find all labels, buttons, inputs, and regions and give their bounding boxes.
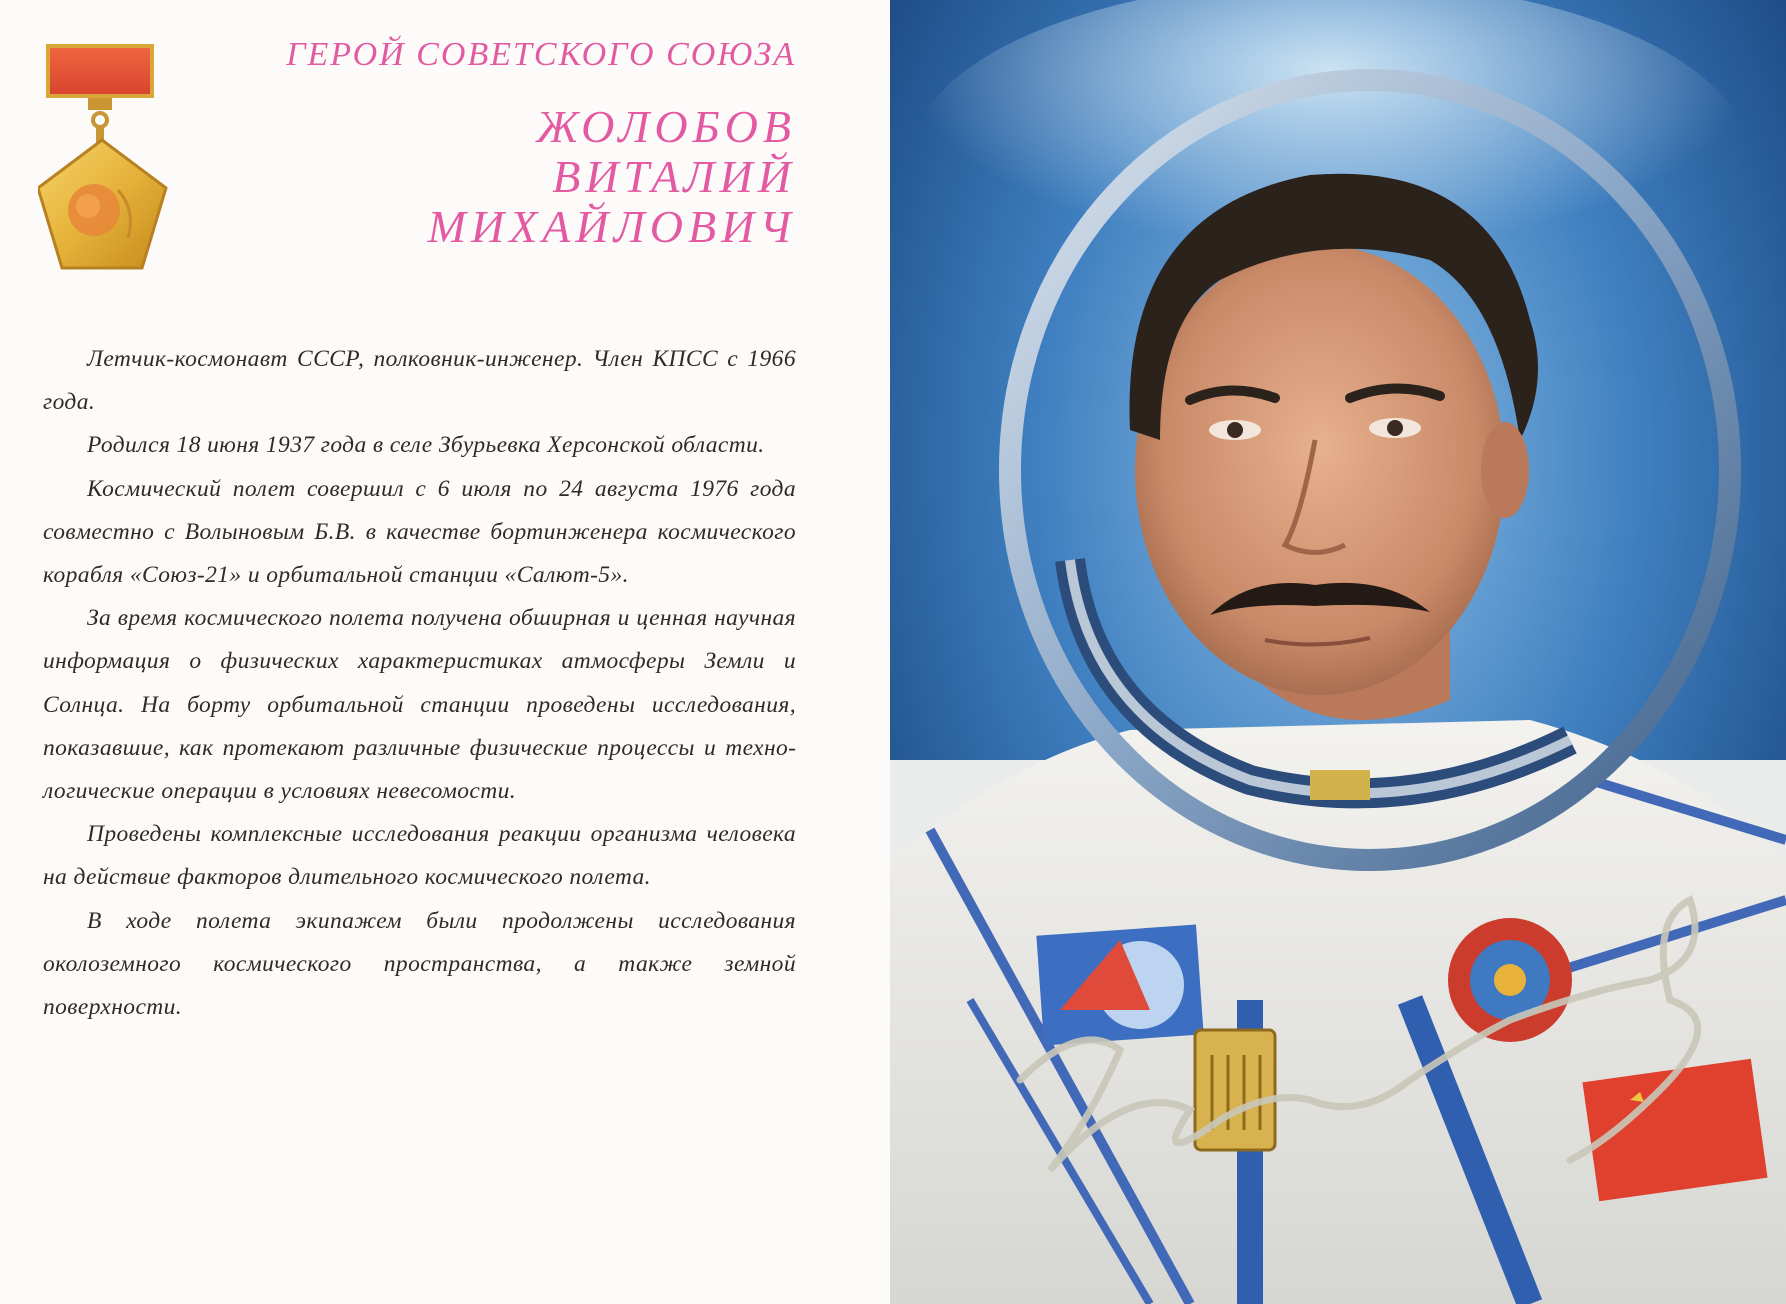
- medal-icon: [38, 40, 178, 280]
- surname: ЖОЛОБОВ: [536, 101, 796, 152]
- bio-paragraph: В ходе полета экипажем были продолжены исследования околоземного космического пространства, а также земной поверхности.: [43, 907, 796, 1021]
- bio-paragraph: Космический полет совершил с 6 июля по 24 августа 1976 года совместно с Волыновым Б.В. в качестве бортинженера космического корабля «Союз-21» и орбитальной станции «Салют-5».: [43, 475, 796, 589]
- first-name: ВИТАЛИЙ: [552, 151, 796, 202]
- bio-paragraph: Родился 18 июня 1937 года в селе Збурьевка Херсонской области.: [87, 432, 765, 459]
- cosmonaut-patch-icon: [1036, 925, 1203, 1046]
- text-panel: [0, 0, 890, 1304]
- cosmonaut-name: [300, 102, 796, 252]
- biography: [43, 338, 796, 1029]
- patronymic: МИХАЙЛОВИЧ: [427, 201, 796, 252]
- bio-paragraph: Проведены комплексные исследования реакции организма человека на действие факторов длительного космического полета.: [43, 821, 796, 891]
- bio-paragraph: Летчик-космонавт СССР, полковник-инженер. Член КПСС с 1966 года.: [43, 346, 796, 416]
- bio-paragraph: За время космического полета получена обширная и ценная научная информация о физических характеристиках атмосферы Земли и Солнца. На борту орбитальной станции проведены исследования, показавшие, как протекают различные физические процессы и технологические операции в условиях невесомости.: [43, 605, 796, 805]
- cosmonaut-photo: [890, 0, 1786, 1304]
- award-title: ГЕРОЙ СОВЕТСКОГО СОЮЗА: [286, 36, 796, 73]
